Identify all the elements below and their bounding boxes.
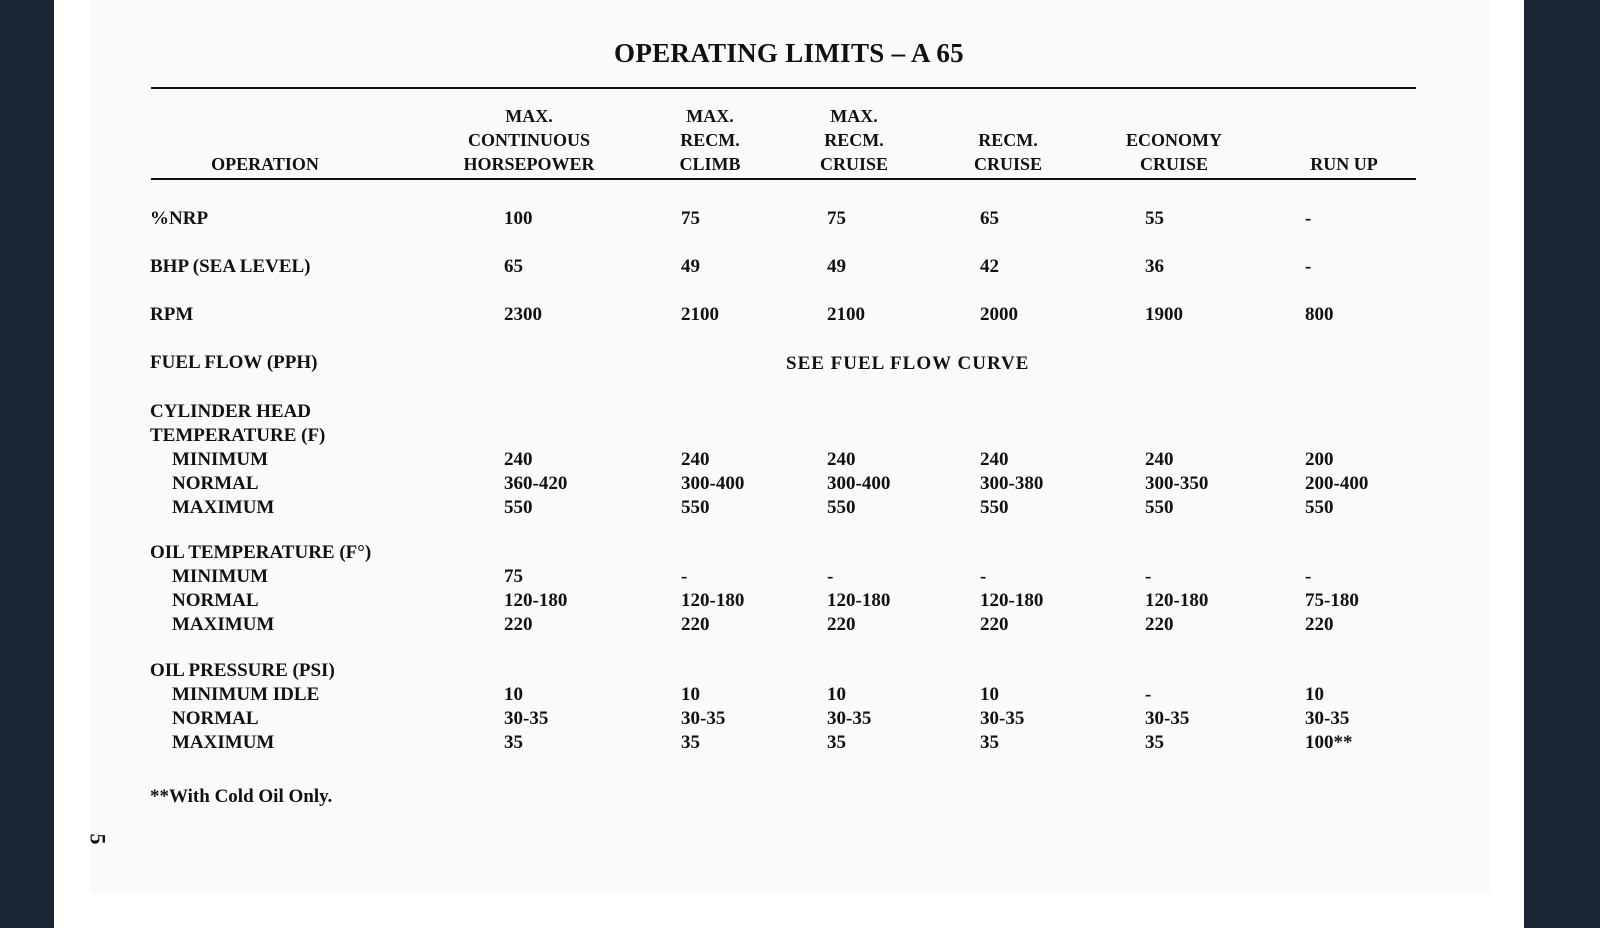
table-cell: 35 [681, 732, 700, 753]
document-page [54, 0, 1524, 928]
table-cell: 300-400 [827, 473, 891, 494]
table-cell: 1900 [1145, 304, 1183, 325]
table-cell: 49 [681, 256, 700, 277]
column-header-line: ECONOMY [1126, 130, 1222, 150]
sub-row-label: MINIMUM [172, 566, 269, 587]
column-header-line: CRUISE [1139, 154, 1209, 174]
column-header [1274, 100, 1414, 176]
table-cell: 550 [681, 497, 710, 518]
column-header [938, 100, 1078, 176]
table-cell: 300-400 [681, 473, 745, 494]
table-cell: 220 [504, 614, 533, 635]
column-header [784, 100, 924, 176]
table-cell: 30-35 [980, 708, 1025, 729]
table-cell: 100 [504, 208, 533, 229]
column-header-line: CRUISE [973, 154, 1043, 174]
column-header-line: CLIMB [679, 154, 741, 174]
table-cell: 220 [980, 614, 1009, 635]
table-cell: 240 [681, 449, 710, 470]
table-cell: 10 [827, 684, 846, 705]
table-cell: - [1145, 684, 1152, 705]
sub-row-label: NORMAL [172, 590, 259, 611]
row-label: BHP (SEA LEVEL) [150, 256, 311, 277]
table-cell: 75 [681, 208, 700, 229]
column-header-line: RECM. [824, 130, 884, 150]
column-header-line: RECM. [978, 130, 1038, 150]
column-header [429, 100, 629, 176]
column-header-line: MAX. [830, 106, 878, 126]
table-cell: 35 [1145, 732, 1164, 753]
table-cell: 10 [681, 684, 700, 705]
table-cell: 200 [1305, 449, 1334, 470]
table-cell: 120-180 [827, 590, 891, 611]
table-cell: - [1305, 256, 1312, 277]
sub-row-label: MAXIMUM [172, 732, 275, 753]
table-cell: 220 [681, 614, 710, 635]
column-header-line: OPERATION [211, 154, 319, 174]
table-cell: 100** [1305, 732, 1353, 753]
group-label: OIL TEMPERATURE (F°) [150, 542, 372, 563]
table-cell: 360-420 [504, 473, 568, 494]
table-cell: 2100 [827, 304, 865, 325]
column-header-line: RECM. [680, 130, 740, 150]
table-cell: 65 [980, 208, 999, 229]
table-cell: 800 [1305, 304, 1334, 325]
row-label: FUEL FLOW (PPH) [150, 352, 318, 373]
sub-row-label: MINIMUM [172, 449, 269, 470]
column-header-line: CONTINUOUS [467, 130, 591, 150]
page-number: 5 [85, 833, 111, 845]
table-cell: 550 [980, 497, 1009, 518]
group-label: OIL PRESSURE (PSI) [150, 660, 335, 681]
sub-row-label: MINIMUM IDLE [172, 684, 320, 705]
footnote: **With Cold Oil Only. [150, 786, 333, 807]
table-cell: 65 [504, 256, 523, 277]
table-cell: 240 [1145, 449, 1174, 470]
table-cell: 240 [504, 449, 533, 470]
column-header [1094, 100, 1254, 176]
table-cell: 30-35 [504, 708, 549, 729]
sub-row-label: NORMAL [172, 708, 259, 729]
table-cell: 36 [1145, 256, 1164, 277]
table-cell: 220 [1145, 614, 1174, 635]
table-cell: 2300 [504, 304, 542, 325]
table-cell: - [1305, 208, 1312, 229]
column-header-line: CRUISE [819, 154, 889, 174]
table-cell: 300-350 [1145, 473, 1209, 494]
header-bottom-rule [151, 178, 1416, 180]
table-cell: 300-380 [980, 473, 1044, 494]
table-cell: 35 [980, 732, 999, 753]
column-header-line: RUN UP [1310, 154, 1378, 174]
table-cell: 120-180 [681, 590, 745, 611]
table-cell: 10 [1305, 684, 1324, 705]
table-cell: 42 [980, 256, 999, 277]
table-cell: 30-35 [1305, 708, 1350, 729]
table-cell: - [1305, 566, 1312, 587]
table-cell: 200-400 [1305, 473, 1369, 494]
table-cell: 75 [827, 208, 846, 229]
table-cell: 240 [827, 449, 856, 470]
table-cell: 120-180 [1145, 590, 1209, 611]
group-label: CYLINDER HEAD [150, 401, 311, 422]
sub-row-label: MAXIMUM [172, 614, 275, 635]
table-cell: 30-35 [681, 708, 726, 729]
table-cell: 10 [980, 684, 999, 705]
table-cell: 75-180 [1305, 590, 1359, 611]
column-header-line: MAX. [686, 106, 734, 126]
table-cell: 75 [504, 566, 523, 587]
sub-row-label: NORMAL [172, 473, 259, 494]
row-label: %NRP [150, 208, 209, 229]
table-cell: 220 [827, 614, 856, 635]
row-label: RPM [150, 304, 194, 325]
table-cell: 550 [504, 497, 533, 518]
table-cell: 55 [1145, 208, 1164, 229]
table-cell: 2000 [980, 304, 1018, 325]
column-header [640, 100, 780, 176]
table-cell: - [980, 566, 987, 587]
group-label: TEMPERATURE (F) [150, 425, 326, 446]
table-cell: 30-35 [1145, 708, 1190, 729]
table-cell: 35 [827, 732, 846, 753]
table-cell: 49 [827, 256, 846, 277]
column-header-line: HORSEPOWER [463, 154, 595, 174]
table-cell: - [827, 566, 834, 587]
table-cell: 550 [827, 497, 856, 518]
column-header-line: MAX. [505, 106, 553, 126]
table-cell: - [681, 566, 688, 587]
table-cell: 240 [980, 449, 1009, 470]
column-header [165, 100, 365, 176]
table-cell: 550 [1145, 497, 1174, 518]
table-cell: 35 [504, 732, 523, 753]
header-top-rule [151, 87, 1416, 89]
table-cell: 120-180 [980, 590, 1044, 611]
sub-row-label: MAXIMUM [172, 497, 275, 518]
table-cell: 120-180 [504, 590, 568, 611]
table-cell: 550 [1305, 497, 1334, 518]
fuel-flow-note: SEE FUEL FLOW CURVE [786, 353, 1030, 374]
page-title: OPERATING LIMITS – A 65 [614, 38, 964, 68]
table-cell: - [1145, 566, 1152, 587]
table-cell: 30-35 [827, 708, 872, 729]
table-cell: 2100 [681, 304, 719, 325]
table-cell: 10 [504, 684, 523, 705]
table-cell: 220 [1305, 614, 1334, 635]
